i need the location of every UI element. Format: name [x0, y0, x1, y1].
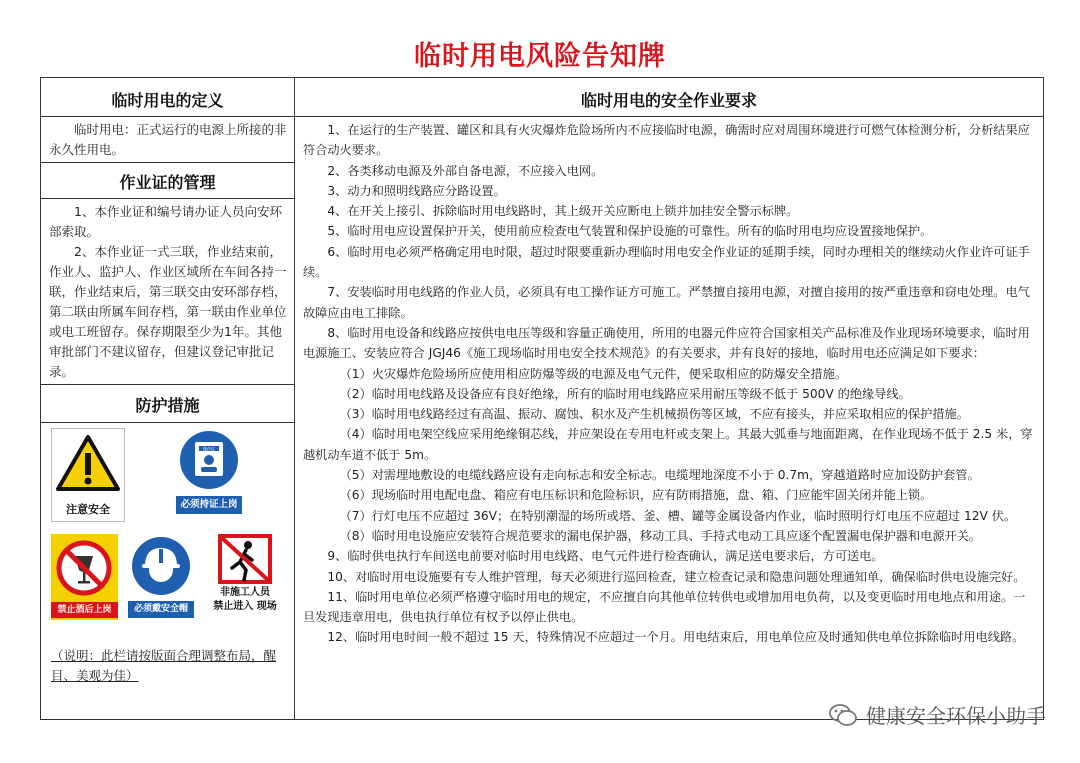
page-title: 临时用电风险告知牌 — [414, 41, 666, 72]
caution-sign — [51, 428, 125, 522]
requirement-item: 9、临时供电执行车间送电前要对临时用电线路、电气元件进行检查确认，满足送电要求后，方可送电。 — [327, 549, 884, 564]
permit-required-sign — [176, 428, 242, 516]
requirement-item: 10、对临时用电设施要有专人维护管理，每天必须进行巡回检查，建立检查记录和隐患问题处理通知单，确保临时供电设施完好。 — [327, 569, 1026, 584]
notice-table — [40, 77, 1044, 720]
permit-required-icon — [176, 428, 242, 492]
no-drinking-label: 禁止酒后上岗 — [51, 602, 118, 618]
definition-text: 临时用电：正式运行的电源上所接的非永久性用电。 — [49, 122, 287, 157]
no-drinking-sign — [51, 534, 118, 620]
requirement-subitem: （2）临时用电线路及设备应有良好绝缘，所有的临时用电线路应采用耐压等级不低于 500V 的绝缘导线。 — [339, 386, 911, 401]
caution-sign-label: 注意安全 — [66, 503, 110, 516]
requirement-item: 2、各类移动电源及外部自备电源，不应接入电网。 — [327, 163, 604, 178]
requirement-item: 1、在运行的生产装置、罐区和具有火灾爆炸危险场所内不应接临时电源，确需时应对周围环境进行可燃气体检测分析，分析结果应符合动火要求。 — [303, 123, 1030, 158]
permit-paragraph-1: 1、本作业证和编号请办证人员向安环部索取。 — [49, 204, 282, 239]
requirement-item: 4、在开关上接引、拆除临时用电线路时，其上级开关应断电上锁并加挂安全警示标牌。 — [327, 204, 799, 219]
watermark — [828, 700, 1046, 729]
requirement-subitem: （6）现场临时用电配电盘、箱应有电压标识和危险标识，应有防雨措施，盘、箱、门应能牢固关闭并能上锁。 — [339, 488, 933, 503]
requirement-item: 6、临时用电必须严格确定用电时限，超过时限要重新办理临时用电安全作业证的延期手续，同时办理相关的继续动火作业许可证手续。 — [303, 244, 1030, 280]
requirement-subitem: （1）火灾爆炸危险场所应使用相应防爆等级的电源及电气元件，便采取相应的防爆安全措施。 — [339, 366, 848, 381]
requirement-item: 7、安装临时用电线路的作业人员，必须具有电工操作证方可施工。严禁擅自接用电源，对擅自接用的按严重违章和窃电处理。电气故障应由电工排除。 — [303, 285, 1030, 320]
no-entry-person-icon — [206, 534, 284, 584]
requirement-subitem: （8）临时用电设施应安装符合规范要求的漏电保护器，移动工具、手持式电动工具应逐个配置漏电保护器和电源开关。 — [339, 528, 982, 543]
requirement-item: 8、临时用电设备和线路应按供电电压等级和容量正确使用，所用的电器元件应符合国家相关产品标准及作业现场环境要求，临时用电源施工、安装应符合 JGJ46《施工现场临时用电安全技术规范》的有关要求，并有良好的接地，临时用电还应满足如下要求： — [303, 325, 1030, 361]
protection-header: 防护措施 — [135, 396, 200, 415]
helmet-required-icon — [128, 534, 194, 598]
requirement-subitem: （3）临时用电线路经过有高温、振动、腐蚀、积水及产生机械损伤等区域，不应有接头，并应采取相应的保护措施。 — [339, 407, 969, 422]
requirement-subitem: （5）对需埋地敷设的电缆线路应设有走向标志和安全标志。电缆埋地深度不小于 0.7m，穿越道路时应加设防护套管。 — [339, 468, 980, 483]
permit-card-caption: 操作证 — [203, 446, 215, 452]
layout-note: （说明：此栏请按版面合理调整布局，醒目、美观为佳） — [51, 648, 277, 683]
permit-sign-label: 必须持证上岗 — [176, 496, 242, 514]
requirements-list — [303, 120, 1035, 648]
left-column — [41, 78, 295, 719]
requirement-item: 5、临时用电应设置保护开关，使用前应检查电气装置和保护设施的可靠性。所有的临时用电均应设置接地保护。 — [327, 224, 933, 239]
no-entry-sign — [206, 534, 284, 622]
requirement-item: 3、动力和照明线路应分路设置。 — [327, 183, 506, 198]
definition-header: 临时用电的定义 — [111, 91, 224, 110]
requirements-header: 临时用电的安全作业要求 — [580, 91, 757, 110]
no-entry-label-line1: 非施工人员 — [220, 587, 270, 598]
requirement-subitem: （7）行灯电压不应超过 36V；在特别潮湿的场所或塔、釜、槽、罐等金属设备内作业，临时照明行灯电压不应超过 12V 伏。 — [339, 508, 1017, 523]
no-drinking-icon — [51, 534, 118, 600]
permit-header: 作业证的管理 — [119, 173, 216, 192]
helmet-required-sign — [128, 534, 194, 620]
no-entry-label-line2: 禁止进入 现场 — [213, 601, 277, 612]
watermark-text: 健康安全环保小助手 — [866, 704, 1046, 728]
right-column — [295, 78, 1043, 719]
requirement-item: 11、临时用电单位必须严格遵守临时用电的规定，不应擅自向其他单位转供电或增加用电负荷，以及变更临时用电地点和用途。一旦发现违章用电，供电执行单位有权予以停止供电。 — [303, 589, 1026, 625]
wechat-icon — [828, 703, 858, 727]
requirement-item: 12、临时用电时间一般不超过 15 天，特殊情况不应超过一个月。用电结束后，用电单位应及时通知供电单位拆除临时用电线路。 — [327, 630, 1025, 645]
helmet-sign-label: 必须戴安全帽 — [128, 601, 194, 618]
permit-text — [49, 202, 289, 382]
warning-triangle-icon — [52, 429, 124, 499]
permit-paragraph-2: 2、本作业证一式三联，作业结束前，作业人、监护人、作业区域所在车间各持一联，作业结束后，第三联交由安环部存档，第二联由所属车间存档，第一联由作业单位或电工班留存。保存期限至少为1年。其他审批部门不建议留存，但建议登记审批记录。 — [49, 244, 287, 379]
requirement-subitem: （4）临时用电架空线应采用绝缘铜芯线，并应架设在专用电杆或支架上。其最大弧垂与地面距离，在作业现场不低于 2.5 米，穿越机动车道不低于 5m。 — [303, 427, 1033, 462]
